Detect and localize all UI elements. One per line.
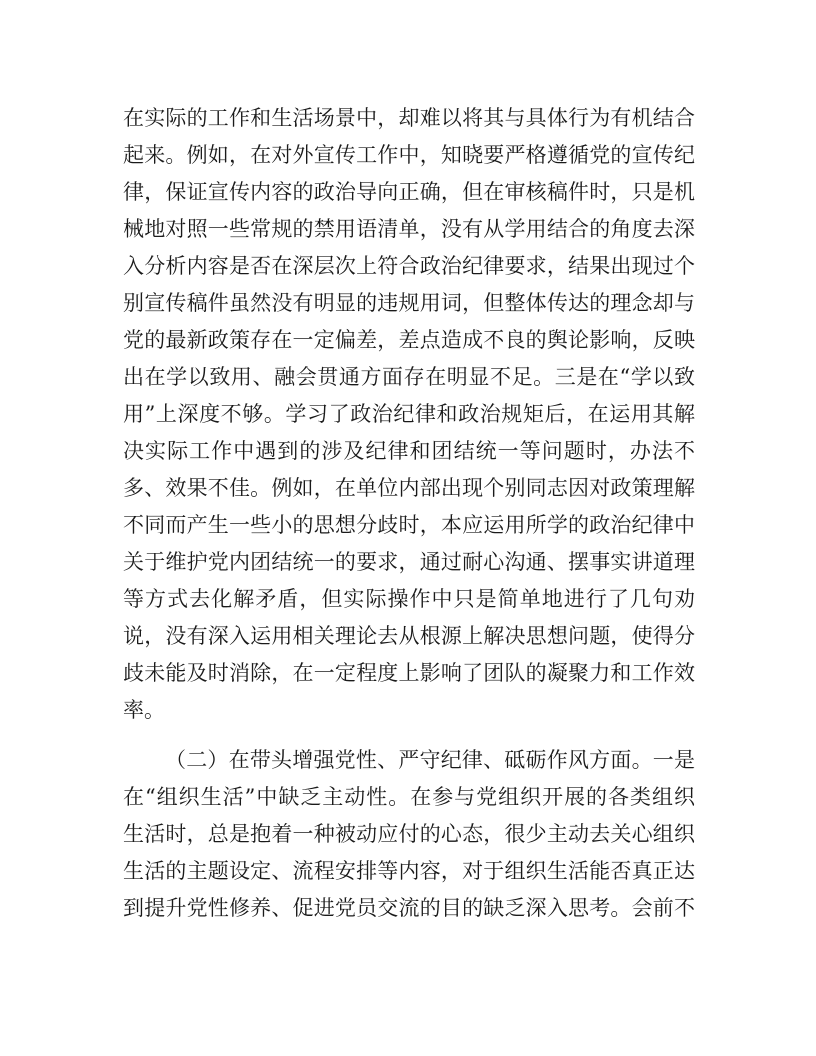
text-line: 歧未能及时消除，在一定程度上影响了团队的凝聚力和工作效 xyxy=(123,661,695,685)
text-line: 率。 xyxy=(123,698,165,722)
text-line: 在实际的工作和生活场景中，却难以将其与具体行为有机结合 xyxy=(123,106,695,130)
text-line: 党的最新政策存在一定偏差，差点造成不良的舆论影响，反映 xyxy=(123,328,695,352)
text-line: 械地对照一些常规的禁用语清单，没有从学用结合的角度去深 xyxy=(123,217,695,241)
text-line: 起来。例如，在对外宣传工作中，知晓要严格遵循党的宣传纪 xyxy=(123,143,695,167)
text-line: 用”上深度不够。学习了政治纪律和政治规矩后，在运用其解 xyxy=(123,402,695,426)
text-line: 别宣传稿件虽然没有明显的违规用词，但整体传达的理念却与 xyxy=(123,291,695,315)
text-line: 关于维护党内团结统一的要求，通过耐心沟通、摆事实讲道理 xyxy=(123,550,695,574)
text-line: 说，没有深入运用相关理论去从根源上解决思想问题，使得分 xyxy=(123,624,695,648)
text-line: 生活的主题设定、流程安排等内容，对于组织生活能否真正达 xyxy=(123,859,695,883)
paragraph-start-line: （二）在带头增强党性、严守纪律、砥砺作风方面。一是 xyxy=(165,748,695,772)
text-line: 生活时，总是抱着一种被动应付的心态，很少主动去关心组织 xyxy=(123,822,695,846)
text-line: 到提升党性修养、促进党员交流的目的缺乏深入思考。会前不 xyxy=(123,896,695,920)
text-line: 出在学以致用、融会贯通方面存在明显不足。三是在“学以致 xyxy=(123,365,695,389)
text-line: 不同而产生一些小的思想分歧时，本应运用所学的政治纪律中 xyxy=(123,513,695,537)
text-line: 多、效果不佳。例如，在单位内部出现个别同志因对政策理解 xyxy=(123,476,695,500)
text-line: 等方式去化解矛盾，但实际操作中只是简单地进行了几句劝 xyxy=(123,587,695,611)
text-line: 决实际工作中遇到的涉及纪律和团结统一等问题时，办法不 xyxy=(123,439,695,463)
text-line: 入分析内容是否在深层次上符合政治纪律要求，结果出现过个 xyxy=(123,254,695,278)
text-line: 在“组织生活”中缺乏主动性。在参与党组织开展的各类组织 xyxy=(123,785,695,809)
text-line: 律，保证宣传内容的政治导向正确，但在审核稿件时，只是机 xyxy=(123,180,695,204)
